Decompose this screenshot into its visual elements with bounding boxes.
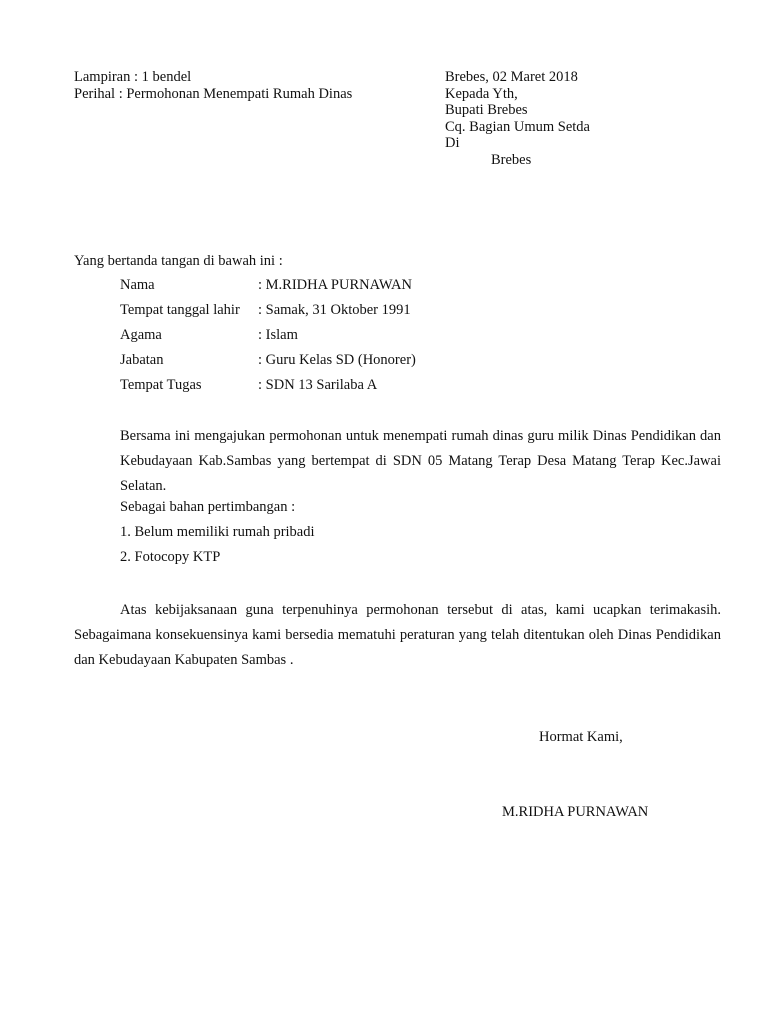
perihal-line: Perihal : Permohonan Menempati Rumah Dinas [74, 85, 353, 102]
field-label: Nama [120, 277, 155, 293]
body-paragraph-2: Atas kebijaksanaan guna terpenuhinya permohonan tersebut di atas, kami ucapkan terimakasih. Sebagaimana konsekuensinya kami bersedia mematuhi peraturan yang telah ditentukan oleh Dinas Pendidikan dan Kebudayaan Kabupaten Sambas . [74, 602, 721, 668]
consideration-item: 2. Fotocopy KTP [120, 549, 221, 565]
signer-name: M.RIDHA PURNAWAN [502, 804, 649, 820]
field-label: Tempat Tugas [120, 377, 202, 393]
field-row [120, 277, 416, 302]
date-line: Brebes, 02 Maret 2018 [445, 69, 578, 85]
field-value: : Islam [258, 327, 298, 343]
field-label: Agama [120, 327, 162, 343]
considerations [120, 499, 315, 574]
field-label: Jabatan [120, 352, 164, 368]
field-value: : M.RIDHA PURNAWAN [258, 277, 412, 293]
field-row [120, 352, 416, 377]
field-row [120, 377, 416, 402]
addressee-recipient: Bupati Brebes [445, 102, 528, 118]
lampiran-line: Lampiran : 1 bendel [74, 69, 192, 85]
field-value: : Samak, 31 Oktober 1991 [258, 302, 411, 318]
field-row [120, 302, 416, 327]
body-paragraph-1: Bersama ini mengajukan permohonan untuk menempati rumah dinas guru milik Dinas Pendidikan dan Kebudayaan Kab.Sambas yang bertempat di SDN 05 Matang Terap Desa Matang Terap Kec.Jawai Selatan. [120, 428, 721, 494]
consideration-item: 1. Belum memiliki rumah pribadi [120, 524, 315, 540]
header-left [74, 69, 352, 102]
field-value: : SDN 13 Sarilaba A [258, 377, 378, 393]
addressee-cq: Cq. Bagian Umum Setda [445, 118, 590, 135]
considerations-intro: Sebagai bahan pertimbangan : [120, 499, 296, 515]
header-right [445, 69, 590, 168]
field-value: : Guru Kelas SD (Honorer) [258, 352, 416, 368]
addressee-to: Kepada Yth, [445, 85, 518, 102]
closing-salutation: Hormat Kami, [539, 729, 623, 745]
addressee-city: Brebes [491, 151, 532, 168]
field-row [120, 327, 416, 352]
identity-fields [120, 277, 416, 402]
addressee-di: Di [445, 135, 460, 151]
field-label: Tempat tanggal lahir [120, 302, 240, 318]
intro-line: Yang bertanda tangan di bawah ini : [74, 253, 283, 269]
